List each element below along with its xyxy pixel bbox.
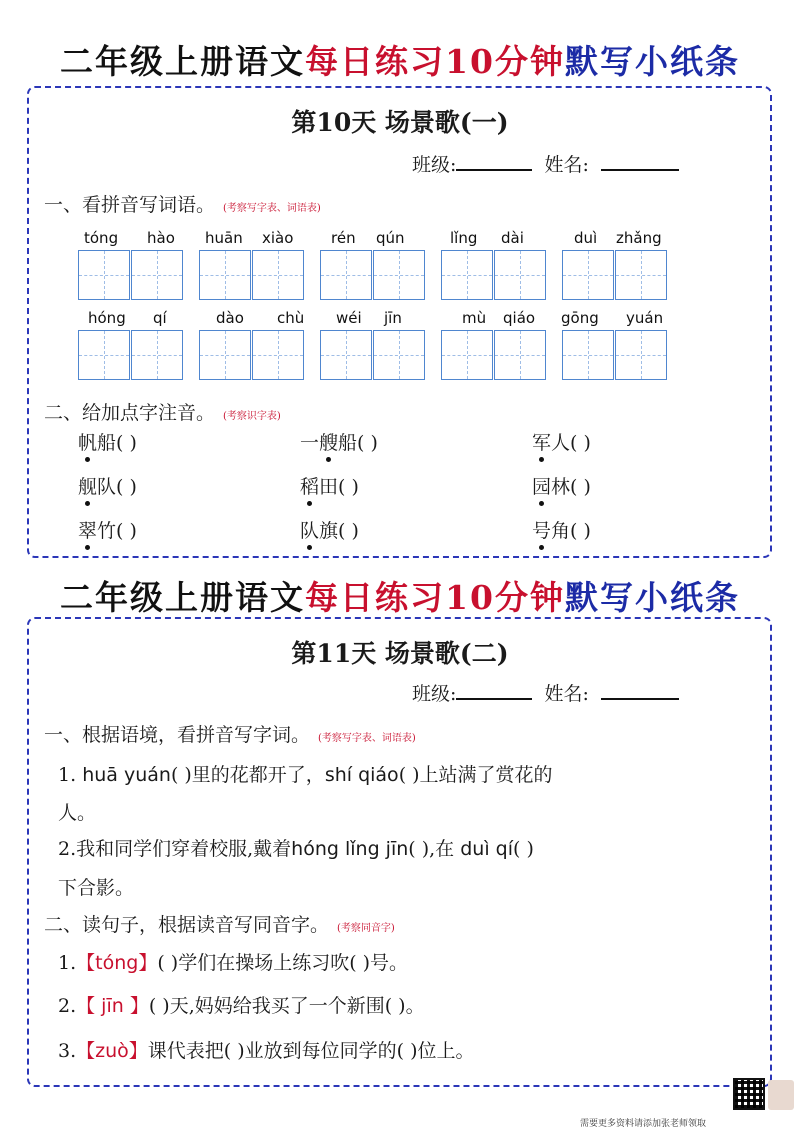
sheet1-section2-heading (44, 398, 281, 425)
title-black: 二年级上册语文 (60, 578, 306, 617)
section2-note: (考察同音字) (337, 923, 395, 934)
writing-cell[interactable] (373, 330, 425, 380)
pinyin: qí (153, 309, 167, 327)
pinyin: xiào (262, 229, 294, 247)
sentence-2: 2.【 jīn 】( )天,妈妈给我买了一个新围( )。 (58, 995, 425, 1017)
dotted-char: 稻 (300, 472, 319, 499)
pinyin: wéi (336, 309, 362, 327)
question-2: 2.我和同学们穿着校服,戴着hóng lǐng jīn( ),在 duì qí( ) (58, 838, 534, 860)
writing-cell[interactable] (131, 330, 183, 380)
dot-char-item: 号角( ) (532, 516, 591, 543)
dotted-char: 队 (300, 516, 319, 543)
sheet2-title (0, 572, 800, 619)
pinyin: yuán (626, 309, 664, 327)
pinyin-tag: 【zuò】 (76, 1040, 148, 1062)
dot-char-item: 军人( ) (532, 428, 591, 455)
dot-char-item: 翠竹( ) (78, 516, 137, 543)
pinyin: qún (376, 229, 405, 247)
writing-cell[interactable] (615, 250, 667, 300)
sheet2-section2-heading (44, 910, 395, 937)
class-blank[interactable] (456, 682, 532, 700)
section2-title: 二、读句子，根据读音写同音字。 (44, 914, 330, 936)
writing-cell[interactable] (78, 330, 130, 380)
writing-cell[interactable] (441, 250, 493, 300)
pinyin: qiáo (503, 309, 536, 327)
section1-note: (考察写字表、词语表) (223, 203, 321, 214)
dot-char-item: 队旗( ) (300, 516, 359, 543)
writing-cell[interactable] (441, 330, 493, 380)
dot-char-item: 稻田( ) (300, 472, 359, 499)
name-blank[interactable] (601, 682, 679, 700)
pinyin: dài (501, 229, 524, 247)
dot-char-item: 园林( ) (532, 472, 591, 499)
dotted-char: 号 (532, 516, 551, 543)
writing-cell[interactable] (252, 250, 304, 300)
pinyin: hóng (88, 309, 126, 327)
dot-char-item: 舰队( ) (78, 472, 137, 499)
writing-cell[interactable] (199, 330, 251, 380)
pinyin: duì qí (460, 838, 513, 860)
pinyin: gōng (561, 309, 599, 327)
writing-cell[interactable] (199, 250, 251, 300)
writing-cell[interactable] (494, 330, 546, 380)
sentence-3: 3.【zuò】课代表把( )业放到每位同学的( )位上。 (58, 1040, 475, 1062)
pinyin: shí qiáo (324, 764, 399, 786)
writing-cell[interactable] (252, 330, 304, 380)
writing-cell[interactable] (320, 330, 372, 380)
name-label: 姓名: (544, 683, 589, 705)
section1-title: 一、看拼音写词语。 (44, 194, 216, 216)
pinyin: rén (331, 229, 356, 247)
pinyin-tag: 【 jīn 】 (76, 995, 149, 1017)
section1-title: 一、根据语境，看拼音写字词。 (44, 724, 311, 746)
writing-cell[interactable] (78, 250, 130, 300)
writing-cell[interactable] (320, 250, 372, 300)
pinyin: hóng lǐng jīn (291, 838, 409, 860)
sheet2-day-title: 第11天 场景歌(二) (291, 639, 509, 668)
pinyin: huān (205, 229, 243, 247)
pinyin: duì (574, 229, 598, 247)
title-red: 每日练习10分钟 (305, 578, 565, 617)
class-blank[interactable] (456, 153, 532, 171)
question-2-cont: 下合影。 (58, 877, 135, 899)
writing-cell[interactable] (562, 330, 614, 380)
title-black: 二年级上册语文 (60, 42, 306, 81)
writing-cell[interactable] (373, 250, 425, 300)
pinyin: hào (147, 229, 175, 247)
name-blank[interactable] (601, 153, 679, 171)
writing-cell[interactable] (615, 330, 667, 380)
pinyin: mù (462, 309, 487, 327)
pinyin: dào (216, 309, 244, 327)
question-1: 1. huā yuán( )里的花都开了，shí qiáo( )上站满了赏花的 (58, 764, 553, 786)
pinyin: lǐng (450, 229, 478, 247)
dot-char-item: 一艘船( ) (300, 428, 378, 455)
title-blue: 默写小纸条 (564, 578, 740, 617)
footer-note: 需要更多资料请添加张老师领取 (580, 1119, 707, 1129)
dot-char-item: 帆船( ) (78, 428, 137, 455)
name-label: 姓名: (544, 154, 589, 176)
dotted-char: 舰 (78, 472, 97, 499)
pinyin: jīn (384, 309, 402, 327)
section1-note: (考察写字表、词语表) (318, 733, 416, 744)
class-label: 班级: (412, 154, 457, 176)
qr-code-icon (733, 1078, 765, 1110)
pinyin: huā yuán (82, 764, 171, 786)
writing-cell[interactable] (131, 250, 183, 300)
section2-title: 二、给加点字注音。 (44, 402, 216, 424)
sheet2-section1-heading (44, 720, 416, 747)
sheet2-class-name-line (412, 679, 679, 706)
sheet1-section1-heading (44, 190, 321, 217)
avatar (768, 1080, 794, 1110)
dotted-char: 军 (532, 428, 551, 455)
dotted-char: 园 (532, 472, 551, 499)
pinyin: tóng (84, 229, 119, 247)
pinyin-tag: 【tóng】 (76, 952, 158, 974)
title-blue: 默写小纸条 (564, 42, 740, 81)
writing-cell[interactable] (562, 250, 614, 300)
sheet1-day-title: 第10天 场景歌(一) (291, 108, 509, 137)
class-label: 班级: (412, 683, 457, 705)
dotted-char: 艘 (319, 428, 338, 455)
question-1-cont: 人。 (58, 802, 97, 824)
writing-cell[interactable] (494, 250, 546, 300)
sheet1-class-name-line (412, 150, 679, 177)
pinyin: chù (277, 309, 305, 327)
dotted-char: 帆 (78, 428, 97, 455)
dotted-char: 翠 (78, 516, 97, 543)
sentence-1: 1.【tóng】( )学们在操场上练习吹( )号。 (58, 952, 409, 974)
sheet1-title (0, 36, 800, 83)
title-red: 每日练习10分钟 (305, 42, 565, 81)
section2-note: (考察识字表) (223, 411, 281, 422)
pinyin: zhǎng (616, 229, 662, 247)
